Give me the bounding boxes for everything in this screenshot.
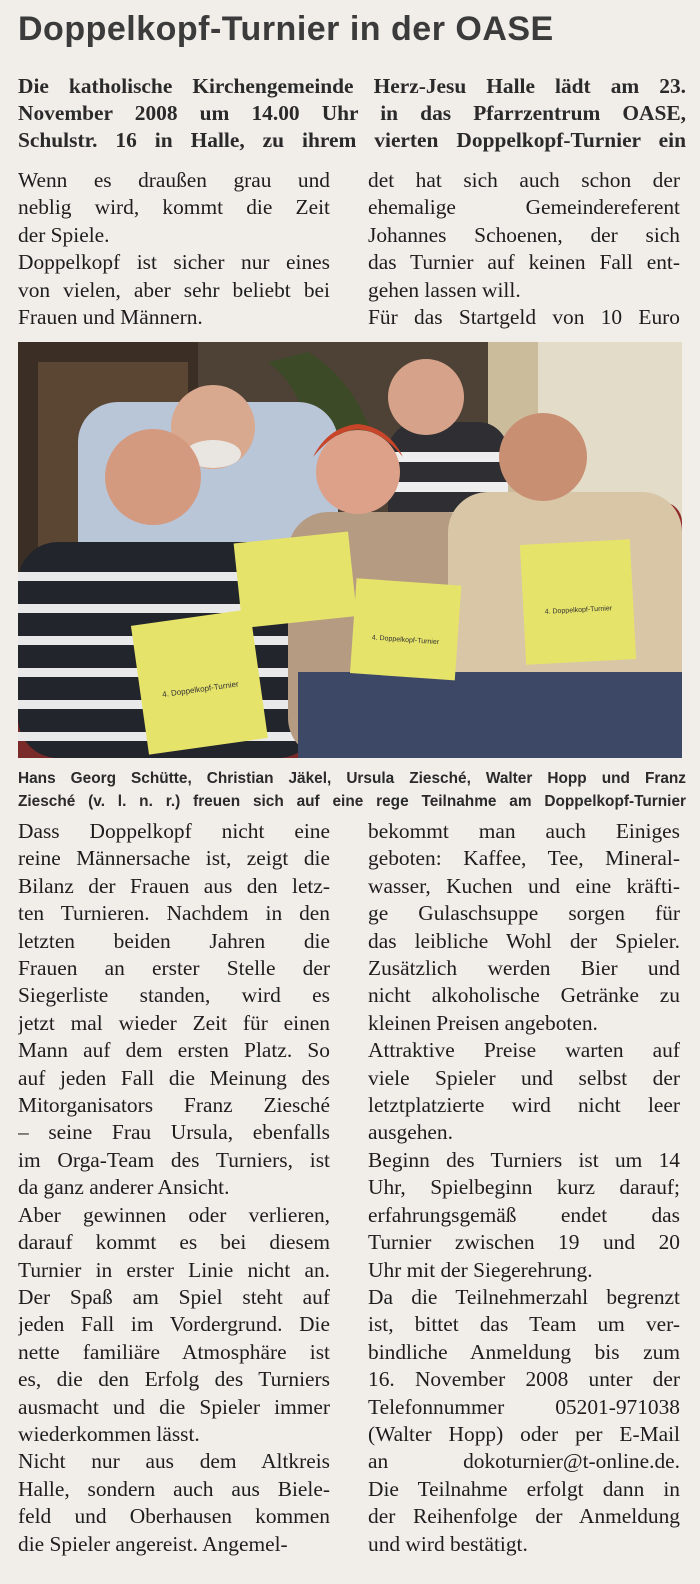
text-line: Mitorganisators Franz Ziesché: [18, 1093, 330, 1118]
caption-line: Hans Georg Schütte, Christian Jäkel, Ursula Ziesché, Walter Hopp und Franz: [18, 770, 686, 787]
text-line: Halle, sondern auch aus Biele-: [18, 1476, 330, 1501]
text-line: Johannes Schoenen, der sich: [368, 222, 680, 247]
text-line: Frauen und Männern.: [18, 305, 203, 330]
text-line: Da die Teilnehmerzahl begrenzt: [368, 1284, 680, 1309]
text-line: feld und Oberhausen kommen: [18, 1504, 330, 1529]
caption-line: Ziesché (v. l. n. r.) freuen sich auf eine rege Teilnahme am Doppelkopf-Turnier: [18, 793, 686, 810]
text-line: det hat sich auch schon der: [368, 168, 680, 192]
text-line: Die Teilnahme erfolgt dann in: [368, 1476, 680, 1501]
text-line: Turnier zwischen 19 und 20: [368, 1230, 680, 1255]
text-line: auf jeden Fall die Meinung des: [18, 1065, 330, 1090]
text-line: Turnier in erster Linie nicht an.: [18, 1257, 330, 1282]
flyer-text: 4. Doppelkopf-Turnier: [371, 634, 440, 647]
text-line: Telefonnummer 05201-971038: [368, 1394, 680, 1419]
flyer-text: 4. Doppelkopf-Turnier: [161, 679, 240, 700]
text-line: gehen lassen will.: [368, 277, 521, 302]
text-line: ehemalige Gemeindereferent: [368, 195, 680, 220]
column-1-bottom: [18, 818, 330, 1558]
text-line: jeden Fall im Vordergrund. Die: [18, 1312, 330, 1337]
lead-line: Schulstr. 16 in Halle, zu ihrem vierten Doppelkopf-Turnier ein: [18, 128, 686, 152]
text-line: 16. November 2008 unter der: [368, 1367, 680, 1392]
text-line: ausgehen.: [368, 1120, 453, 1145]
text-line: Wenn es draußen grau und: [18, 168, 330, 192]
text-line: Dass Doppelkopf nicht eine: [18, 819, 330, 843]
photo-caption: [18, 767, 686, 813]
flyer-text: 4. Doppelkopf-Turnier: [544, 605, 613, 616]
text-line: wasser, Kuchen und eine kräfti-: [368, 873, 680, 898]
text-line: bindliche Anmeldung bis zum: [368, 1339, 680, 1364]
lead-line: November 2008 um 14.00 Uhr in das Pfarrzentrum OASE,: [18, 101, 686, 125]
text-line: Uhr, Spielbeginn kurz darauf;: [368, 1175, 680, 1200]
text-line: es, die den Erfolg des Turniers: [18, 1367, 330, 1392]
text-line: nicht alkoholische Getränke zu: [368, 983, 680, 1008]
text-line: Doppelkopf ist sicher nur eines: [18, 250, 330, 275]
text-line: Siegerliste standen, wird es: [18, 983, 330, 1008]
text-line: neblig wird, kommt die Zeit: [18, 195, 330, 220]
text-line: darauf kommt es bei diesem: [18, 1230, 330, 1255]
text-line: da ganz anderer Ansicht.: [18, 1175, 230, 1200]
column-1-top: [18, 167, 330, 331]
text-line: Bilanz der Frauen aus den letz-: [18, 873, 330, 898]
text-line: viele Spieler und selbst der: [368, 1065, 680, 1090]
text-line: der Spiele.: [18, 222, 110, 247]
text-line: an dokoturnier@t-online.de.: [368, 1449, 680, 1474]
text-line: und wird bestätigt.: [368, 1531, 528, 1556]
text-line: Zusätzlich werden Bier und: [368, 956, 680, 981]
text-line: Nicht nur aus dem Altkreis: [18, 1449, 330, 1474]
text-line: Aber gewinnen oder verlieren,: [18, 1202, 330, 1227]
text-line: ten Turnieren. Nachdem in den: [18, 901, 330, 926]
text-line: Attraktive Preise warten auf: [368, 1038, 680, 1063]
text-line: jetzt mal wieder Zeit für einen: [18, 1010, 330, 1035]
text-line: ist, bittet das Team um ver-: [368, 1312, 680, 1337]
text-line: von vielen, aber sehr beliebt bei: [18, 277, 330, 302]
column-2-bottom: [368, 818, 680, 1558]
text-line: Der Spaß am Spiel steht auf: [18, 1284, 330, 1309]
text-line: ausmacht und die Spieler immer: [18, 1394, 330, 1419]
text-line: letzten beiden Jahren die: [18, 928, 330, 953]
group-photo: [18, 342, 682, 758]
text-line: nette familiäre Atmosphäre ist: [18, 1339, 330, 1364]
text-line: reine Männersache ist, zeigt die: [18, 846, 330, 871]
text-line: erfahrungsgemäß endet das: [368, 1202, 680, 1227]
text-line: – seine Frau Ursula, ebenfalls: [18, 1120, 330, 1145]
text-line: im Orga-Team des Turniers, ist: [18, 1147, 330, 1172]
text-line: das Turnier auf keinen Fall ent-: [368, 250, 680, 275]
article-lead: [18, 73, 686, 154]
text-line: Beginn des Turniers ist um 14: [368, 1147, 680, 1172]
article-title: Doppelkopf-Turnier in der OASE: [18, 10, 554, 48]
text-line: bekommt man auch Einiges: [368, 819, 680, 843]
text-line: Für das Startgeld von 10 Euro: [368, 305, 680, 330]
text-line: das leibliche Wohl der Spieler.: [368, 928, 680, 953]
text-line: ge Gulaschsuppe sorgen für: [368, 901, 680, 926]
column-2-top: [368, 167, 680, 331]
text-line: Uhr mit der Siegerehrung.: [368, 1257, 593, 1282]
text-line: letztplatzierte wird nicht leer: [368, 1093, 680, 1118]
text-line: (Walter Hopp) oder per E-Mail: [368, 1421, 680, 1446]
text-line: die Spieler angereist. Angemel-: [18, 1531, 288, 1556]
text-line: wiederkommen lässt.: [18, 1421, 200, 1446]
text-line: Mann auf dem ersten Platz. So: [18, 1038, 330, 1063]
text-line: Frauen an erster Stelle der: [18, 956, 330, 981]
group-photo-illustration: [18, 342, 682, 758]
text-line: kleinen Preisen angeboten.: [368, 1010, 598, 1035]
text-line: der Reihenfolge der Anmeldung: [368, 1504, 680, 1529]
text-line: geboten: Kaffee, Tee, Mineral-: [368, 846, 680, 871]
lead-line: Die katholische Kirchengemeinde Herz-Jesu Halle lädt am 23.: [18, 74, 686, 98]
